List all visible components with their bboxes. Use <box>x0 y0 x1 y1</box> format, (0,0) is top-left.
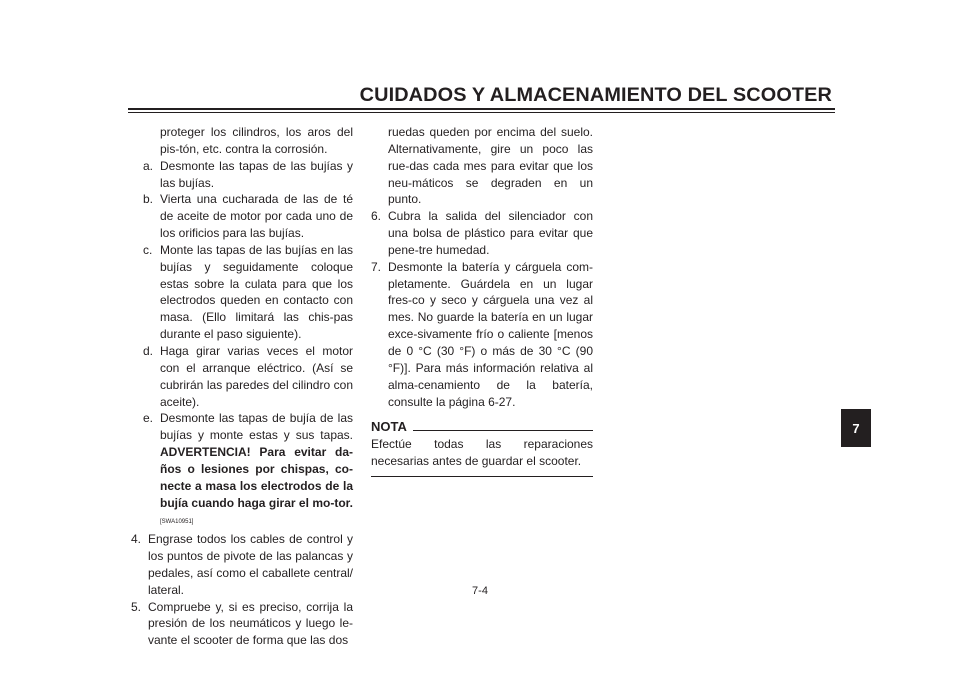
sub-item-label: e. <box>143 411 154 426</box>
intro-text: proteger los cilindros, los aros del pis-tón, etc. contra la corrosión. <box>160 125 353 156</box>
nota-text: Efectúe todas las reparaciones necesarias antes de guardar el scooter. <box>371 437 593 469</box>
sub-item-b <box>131 191 353 242</box>
main-item-7 <box>371 259 593 411</box>
main-item-label: 4. <box>131 532 142 547</box>
sub-item-e-body <box>160 410 353 531</box>
sub-item-text: Desmonte las tapas de las bujías y las bujías. <box>160 158 353 190</box>
sub-item-d <box>131 343 353 410</box>
sub-item-label: a. <box>143 158 154 173</box>
sub-item-label: b. <box>143 192 154 207</box>
main-item-label: 6. <box>371 209 382 224</box>
main-item-4 <box>131 531 353 598</box>
title-rule-thick <box>128 108 835 110</box>
main-item-text: Desmonte la batería y cárguela com-pletamente. Guárdela en un lugar fres-co y seco y cárguela una vez al mes. No guarde la batería en un lugar exce-sivamente frío o caliente [menos de 0 °C (30 °F) o más de 30 °C (90 °F)]. Para más información relativa al alma-cenamiento de la batería, consulte la página 6-27. <box>388 259 593 409</box>
main-item-text: Compruebe y, si es preciso, corrija la presión de los neumáticos y luego le-vante el scooter de forma que las dos <box>148 599 353 648</box>
nota-rule <box>413 430 593 431</box>
main-item-text: Engrase todos los cables de control y los puntos de pivote de las palancas y pedales, así como el caballete central/ lateral. <box>148 532 353 597</box>
left-column <box>131 124 353 649</box>
right-column <box>371 124 593 477</box>
page-number: 7-4 <box>472 585 488 597</box>
warning-code: [SWA10951] <box>160 519 194 526</box>
continuation-text: ruedas queden por encima del suelo. Alternativamente, gire un poco las rue-das cada mes para evitar que los neu-máticos se degraden en un punto. <box>388 125 593 207</box>
title-rule-thin <box>128 112 835 113</box>
main-item-6 <box>371 208 593 259</box>
nota-label: NOTA <box>371 419 407 435</box>
sub-item-label: d. <box>143 343 154 358</box>
sub-item-label: c. <box>143 242 153 257</box>
sub-item-e <box>131 410 353 531</box>
main-item-5 <box>131 599 353 650</box>
main-item-label: 7. <box>371 259 382 274</box>
sub-item-text: Monte las tapas de las bujías en las bujías y seguidamente coloque estas sobre la culata para que los electrodos queden en contacto con masa. (Ello limitará las chis-pas durante el paso siguiente). <box>160 242 353 342</box>
page-title: CUIDADOS Y ALMACENAMIENTO DEL SCOOTER <box>359 84 832 106</box>
main-item-label: 5. <box>131 599 142 614</box>
nota-end-rule <box>371 476 593 477</box>
sub-item-text: Desmonte las tapas de bujía de las bujías y monte estas y sus tapas. <box>160 411 353 443</box>
sub-item-text: Haga girar varias veces el motor con el arranque eléctrico. (Así se cubrirán las paredes del cilindro con aceite). <box>160 343 353 409</box>
sub-item-a <box>131 158 353 192</box>
chapter-tab: 7 <box>841 409 871 447</box>
intro-paragraph <box>131 124 353 158</box>
nota-header <box>371 419 593 436</box>
continuation-paragraph <box>371 124 593 208</box>
main-item-text: Cubra la salida del silenciador con una bolsa de plástico para evitar que pene-tre humedad. <box>388 209 593 257</box>
warning-text: ADVERTENCIA! Para evitar da-ños o lesiones por chispas, co-necte a masa los electrodos de la bujía cuando haga girar el mo-tor. <box>160 445 353 510</box>
sub-item-c <box>131 242 353 343</box>
sub-item-text: Vierta una cucharada de las de té de aceite de motor por cada uno de los orificios para las bujías. <box>160 192 353 241</box>
